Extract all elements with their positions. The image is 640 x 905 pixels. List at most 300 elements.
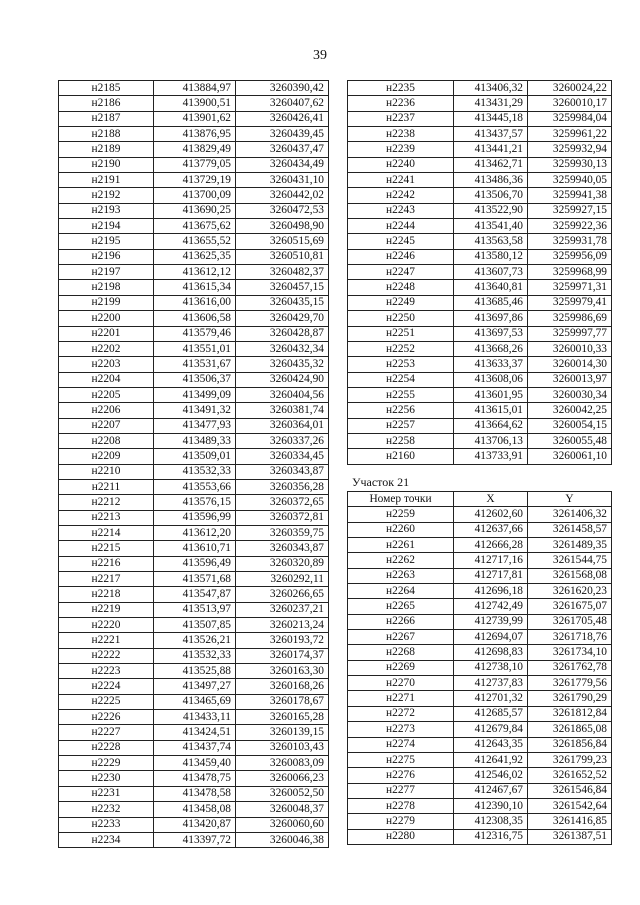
point-number-cell: н2268 [348,645,454,660]
x-coordinate-cell: 412717,81 [454,568,528,583]
x-coordinate-cell: 413596,99 [154,510,236,525]
table-row [348,311,612,326]
point-number-cell: н2193 [59,203,154,218]
point-number-cell: н2192 [59,188,154,203]
table-row [348,798,612,813]
table-row [59,142,329,157]
x-coordinate-cell: 412643,35 [454,737,528,752]
y-coordinate-cell: 3260515,69 [236,234,329,249]
point-number-cell: н2260 [348,522,454,537]
coordinates-table-left [58,80,329,848]
table-row [348,691,612,706]
x-coordinate-cell: 413499,09 [154,387,236,402]
point-number-cell: н2241 [348,173,454,188]
table-row [59,234,329,249]
point-number-cell: н2277 [348,783,454,798]
point-number-cell: н2250 [348,311,454,326]
table-row [348,157,612,172]
y-coordinate-cell: 3261734,10 [528,645,612,660]
table-row [59,127,329,142]
y-coordinate-cell: 3260213,24 [236,618,329,633]
y-coordinate-cell: 3260390,42 [236,81,329,96]
x-coordinate-cell: 413541,40 [454,219,528,234]
table-row [348,599,612,614]
point-number-cell: н2203 [59,357,154,372]
x-coordinate-cell: 413522,90 [454,203,528,218]
x-coordinate-cell: 413509,01 [154,449,236,464]
y-coordinate-cell: 3260337,26 [236,433,329,448]
point-number-cell: н2266 [348,614,454,629]
table-row [59,679,329,694]
x-coordinate-cell: 413424,51 [154,725,236,740]
point-number-cell: н2262 [348,553,454,568]
table-row [348,449,612,464]
table-row [59,786,329,801]
x-coordinate-cell: 413437,74 [154,740,236,755]
y-coordinate-cell: 3260013,97 [528,372,612,387]
point-number-cell: н2185 [59,81,154,96]
y-coordinate-cell: 3259984,04 [528,111,612,126]
x-coordinate-cell: 413640,81 [454,280,528,295]
x-coordinate-cell: 413563,58 [454,234,528,249]
y-coordinate-cell: 3260334,45 [236,449,329,464]
table-row [59,341,329,356]
point-number-cell: н2252 [348,341,454,356]
x-coordinate-cell: 413579,46 [154,326,236,341]
y-coordinate-cell: 3260432,34 [236,341,329,356]
x-coordinate-cell: 413571,68 [154,572,236,587]
x-coordinate-cell: 413507,85 [154,618,236,633]
point-number-cell: н2245 [348,234,454,249]
point-number-cell: н2243 [348,203,454,218]
x-coordinate-cell: 413506,70 [454,188,528,203]
y-coordinate-cell: 3260042,25 [528,403,612,418]
point-number-cell: н2187 [59,111,154,126]
x-coordinate-cell: 413779,05 [154,157,236,172]
point-number-cell: н2194 [59,219,154,234]
point-number-cell: н2274 [348,737,454,752]
point-number-cell: н2249 [348,295,454,310]
table-row [59,802,329,817]
x-coordinate-cell: 413576,15 [154,495,236,510]
table-row [59,664,329,679]
point-number-cell: н2263 [348,568,454,583]
point-number-cell: н2214 [59,525,154,540]
y-coordinate-cell: 3259940,05 [528,173,612,188]
table-row [59,587,329,602]
x-coordinate-cell: 413608,06 [454,372,528,387]
point-number-cell: н2224 [59,679,154,694]
point-number-cell: н2160 [348,449,454,464]
x-coordinate-cell: 412390,10 [454,798,528,813]
y-coordinate-cell: 3260343,87 [236,464,329,479]
x-coordinate-cell: 412737,83 [454,676,528,691]
point-number-cell: н2209 [59,449,154,464]
y-coordinate-cell: 3259979,41 [528,295,612,310]
x-coordinate-cell: 412546,02 [454,768,528,783]
x-coordinate-cell: 412739,99 [454,614,528,629]
x-coordinate-cell: 412696,18 [454,584,528,599]
point-number-cell: н2251 [348,326,454,341]
coordinates-table-section-21 [347,491,612,845]
x-coordinate-cell: 413633,37 [454,357,528,372]
x-coordinate-cell: 413489,33 [154,433,236,448]
x-coordinate-cell: 413431,29 [454,96,528,111]
table-row [59,295,329,310]
table-row [59,510,329,525]
x-coordinate-cell: 412637,66 [454,522,528,537]
x-coordinate-cell: 413486,36 [454,173,528,188]
point-number-cell: н2186 [59,96,154,111]
table-row [59,710,329,725]
table-row [348,372,612,387]
y-coordinate-cell: 3260439,45 [236,127,329,142]
point-number-cell: н2188 [59,127,154,142]
point-number-cell: н2229 [59,756,154,771]
x-coordinate-cell: 413697,53 [454,326,528,341]
y-coordinate-cell: 3260163,30 [236,664,329,679]
x-coordinate-cell: 413531,67 [154,357,236,372]
y-coordinate-cell: 3261416,85 [528,814,612,829]
x-coordinate-cell: 413729,19 [154,173,236,188]
point-number-cell: н2234 [59,832,154,847]
point-number-cell: н2265 [348,599,454,614]
x-coordinate-cell: 413900,51 [154,96,236,111]
point-number-cell: н2279 [348,814,454,829]
y-coordinate-cell: 3260103,43 [236,740,329,755]
table-row [59,725,329,740]
y-coordinate-cell: 3260356,28 [236,479,329,494]
x-coordinate-cell: 413551,01 [154,341,236,356]
table-row [59,403,329,418]
table-row [59,387,329,402]
x-coordinate-cell: 412685,57 [454,706,528,721]
point-number-cell: н2275 [348,752,454,767]
x-coordinate-cell: 413612,12 [154,265,236,280]
point-number-cell: н2230 [59,771,154,786]
point-number-cell: н2273 [348,722,454,737]
table-row [348,722,612,737]
x-coordinate-cell: 413532,33 [154,464,236,479]
point-number-cell: н2232 [59,802,154,817]
table-row [59,771,329,786]
table-row [59,433,329,448]
table-row [59,740,329,755]
table-row [59,817,329,832]
y-coordinate-cell: 3261406,32 [528,507,612,522]
x-coordinate-cell: 413607,73 [454,265,528,280]
point-number-cell: н2238 [348,127,454,142]
point-number-cell: н2195 [59,234,154,249]
x-coordinate-cell: 413615,34 [154,280,236,295]
x-coordinate-cell: 412701,32 [454,691,528,706]
y-coordinate-cell: 3261652,52 [528,768,612,783]
table-row [59,556,329,571]
table-row [348,81,612,96]
x-coordinate-cell: 412742,49 [454,599,528,614]
y-coordinate-cell: 3260381,74 [236,403,329,418]
y-coordinate-cell: 3261865,08 [528,722,612,737]
point-number-cell: н2248 [348,280,454,295]
point-number-cell: н2239 [348,142,454,157]
point-number-cell: н2190 [59,157,154,172]
table-row [348,737,612,752]
point-number-cell: н2226 [59,710,154,725]
point-number-cell: н2208 [59,433,154,448]
table-row [59,372,329,387]
table-row [348,783,612,798]
table-row [59,694,329,709]
point-number-cell: н2211 [59,479,154,494]
table-header-row [348,492,612,507]
y-coordinate-cell: 3260372,65 [236,495,329,510]
x-coordinate-cell: 413610,71 [154,541,236,556]
x-coordinate-cell: 413697,86 [454,311,528,326]
table-row [348,676,612,691]
x-coordinate-cell: 413477,93 [154,418,236,433]
y-coordinate-cell: 3260014,30 [528,357,612,372]
x-coordinate-cell: 413459,40 [154,756,236,771]
y-coordinate-cell: 3259961,22 [528,127,612,142]
table-row [59,249,329,264]
point-number-cell: н2280 [348,829,454,844]
point-number-cell: н2218 [59,587,154,602]
table-row [348,403,612,418]
x-coordinate-cell: 413700,09 [154,188,236,203]
x-coordinate-cell: 412666,28 [454,538,528,553]
point-number-cell: н2199 [59,295,154,310]
table-row [59,203,329,218]
x-coordinate-cell: 413532,33 [154,648,236,663]
x-coordinate-cell: 412698,83 [454,645,528,660]
y-coordinate-cell: 3261762,78 [528,660,612,675]
y-coordinate-cell: 3260426,41 [236,111,329,126]
x-coordinate-cell: 412316,75 [454,829,528,844]
x-coordinate-cell: 413478,75 [154,771,236,786]
point-number-cell: н2191 [59,173,154,188]
x-coordinate-cell: 413491,32 [154,403,236,418]
x-coordinate-cell: 413616,00 [154,295,236,310]
x-coordinate-cell: 413664,62 [454,418,528,433]
point-number-cell: н2200 [59,311,154,326]
y-coordinate-cell: 3261489,35 [528,538,612,553]
x-coordinate-cell: 413441,21 [454,142,528,157]
table-row [348,265,612,280]
point-number-cell: н2236 [348,96,454,111]
coordinates-table-right-top [347,80,612,465]
table-row [59,81,329,96]
table-row [348,522,612,537]
y-coordinate-cell: 3259971,31 [528,280,612,295]
y-coordinate-cell: 3259932,94 [528,142,612,157]
table-row [348,538,612,553]
y-coordinate-cell: 3261568,08 [528,568,612,583]
table-row [348,219,612,234]
x-coordinate-cell: 413445,18 [454,111,528,126]
table-row [59,648,329,663]
x-coordinate-cell: 413513,97 [154,602,236,617]
table-row [59,96,329,111]
table-row [348,660,612,675]
table-row [59,157,329,172]
x-coordinate-cell: 413547,87 [154,587,236,602]
x-coordinate-cell: 413596,49 [154,556,236,571]
point-number-cell: н2220 [59,618,154,633]
x-coordinate-cell: 413525,88 [154,664,236,679]
table-row [348,568,612,583]
point-number-cell: н2271 [348,691,454,706]
y-coordinate-cell: 3260010,33 [528,341,612,356]
table-row [348,234,612,249]
point-number-cell: н2197 [59,265,154,280]
table-row [348,326,612,341]
table-row [348,357,612,372]
point-number-cell: н2216 [59,556,154,571]
table-row [348,188,612,203]
y-coordinate-cell: 3259922,36 [528,219,612,234]
x-coordinate-cell: 413397,72 [154,832,236,847]
point-number-cell: н2257 [348,418,454,433]
table-row [59,602,329,617]
point-number-cell: н2227 [59,725,154,740]
y-coordinate-cell: 3260024,22 [528,81,612,96]
y-coordinate-cell: 3260165,28 [236,710,329,725]
y-coordinate-cell: 3260434,49 [236,157,329,172]
x-coordinate-cell: 413406,32 [454,81,528,96]
x-coordinate-cell: 413462,71 [454,157,528,172]
y-coordinate-cell: 3261542,64 [528,798,612,813]
x-coordinate-cell: 413884,97 [154,81,236,96]
y-coordinate-cell: 3261705,48 [528,614,612,629]
x-coordinate-cell: 412467,67 [454,783,528,798]
y-coordinate-cell: 3260010,17 [528,96,612,111]
table-row [348,127,612,142]
table-row [348,203,612,218]
table-row [348,614,612,629]
table-row [348,341,612,356]
point-number-cell: н2196 [59,249,154,264]
table-row [59,111,329,126]
point-number-cell: н2221 [59,633,154,648]
x-coordinate-cell: 413580,12 [454,249,528,264]
y-coordinate-cell: 3260424,90 [236,372,329,387]
table-row [348,249,612,264]
x-coordinate-cell: 412694,07 [454,630,528,645]
y-coordinate-cell: 3259927,15 [528,203,612,218]
point-number-cell: н2258 [348,433,454,448]
point-number-cell: н2206 [59,403,154,418]
y-coordinate-cell: 3259986,69 [528,311,612,326]
table-row [59,618,329,633]
y-coordinate-cell: 3259968,99 [528,265,612,280]
point-number-cell: н2255 [348,387,454,402]
point-number-cell: н2254 [348,372,454,387]
y-coordinate-cell: 3260066,23 [236,771,329,786]
y-coordinate-cell: 3261790,29 [528,691,612,706]
y-coordinate-cell: 3260343,87 [236,541,329,556]
y-coordinate-cell: 3261620,23 [528,584,612,599]
table-row [348,295,612,310]
table-row [59,756,329,771]
table-row [59,280,329,295]
x-coordinate-cell: 412641,92 [454,752,528,767]
y-coordinate-cell: 3260431,10 [236,173,329,188]
y-coordinate-cell: 3260266,65 [236,587,329,602]
point-number-cell: н2246 [348,249,454,264]
y-coordinate-cell: 3260320,89 [236,556,329,571]
y-coordinate-cell: 3259930,13 [528,157,612,172]
point-number-cell: н2204 [59,372,154,387]
point-number-cell: н2205 [59,387,154,402]
y-coordinate-cell: 3261718,76 [528,630,612,645]
point-number-cell: н2272 [348,706,454,721]
point-number-cell: н2228 [59,740,154,755]
table-row [59,219,329,234]
y-coordinate-cell: 3261387,51 [528,829,612,844]
table-row [348,829,612,844]
point-number-cell: н2189 [59,142,154,157]
point-number-cell: н2210 [59,464,154,479]
y-coordinate-cell: 3260442,02 [236,188,329,203]
y-coordinate-cell: 3260435,15 [236,295,329,310]
x-coordinate-cell: 413675,62 [154,219,236,234]
x-coordinate-cell: 412308,35 [454,814,528,829]
x-coordinate-cell: 413612,20 [154,525,236,540]
point-number-cell: н2267 [348,630,454,645]
point-number-cell: н2217 [59,572,154,587]
y-coordinate-cell: 3260510,81 [236,249,329,264]
table-row [348,553,612,568]
y-coordinate-cell: 3259956,09 [528,249,612,264]
y-coordinate-cell: 3260407,62 [236,96,329,111]
x-coordinate-cell: 413497,27 [154,679,236,694]
point-number-cell: н2269 [348,660,454,675]
y-coordinate-cell: 3261812,84 [528,706,612,721]
y-coordinate-cell: 3260060,60 [236,817,329,832]
y-coordinate-cell: 3260139,15 [236,725,329,740]
table-row [59,479,329,494]
y-coordinate-cell: 3260055,48 [528,433,612,448]
table-row [348,433,612,448]
point-number-cell: н2261 [348,538,454,553]
x-coordinate-cell: 413901,62 [154,111,236,126]
y-coordinate-cell: 3259931,78 [528,234,612,249]
x-coordinate-cell: 413420,87 [154,817,236,832]
table-row [348,814,612,829]
point-number-cell: н2270 [348,676,454,691]
table-row [59,311,329,326]
point-number-cell: н2235 [348,81,454,96]
x-coordinate-cell: 413625,35 [154,249,236,264]
x-coordinate-cell: 413690,25 [154,203,236,218]
y-coordinate-cell: 3260048,37 [236,802,329,817]
x-coordinate-cell: 413706,13 [454,433,528,448]
point-number-cell: н2276 [348,768,454,783]
x-coordinate-cell: 413437,57 [454,127,528,142]
table-row [59,265,329,280]
table-row [59,495,329,510]
y-coordinate-cell: 3260054,15 [528,418,612,433]
header-y: Y [528,492,612,507]
table-row [348,96,612,111]
table-row [348,584,612,599]
y-coordinate-cell: 3261546,84 [528,783,612,798]
point-number-cell: н2207 [59,418,154,433]
x-coordinate-cell: 412738,10 [454,660,528,675]
table-row [348,387,612,402]
table-row [59,326,329,341]
table-row [348,418,612,433]
